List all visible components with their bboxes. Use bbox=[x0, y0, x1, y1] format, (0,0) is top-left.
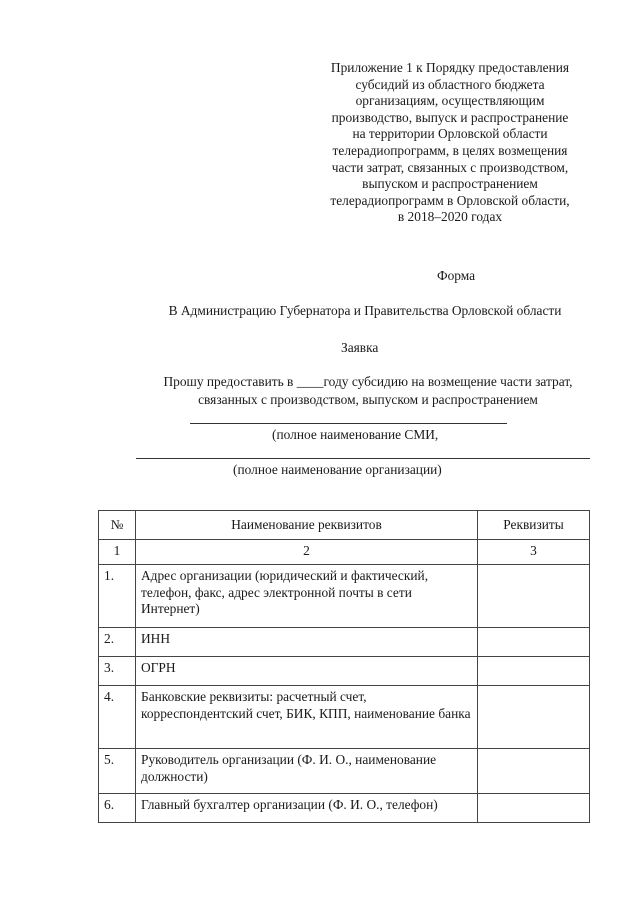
table-row bbox=[99, 657, 590, 686]
column-number-row bbox=[99, 540, 590, 565]
column-number: 1 bbox=[99, 540, 136, 565]
row-number: 1. bbox=[99, 565, 136, 628]
appendix-line: в 2018–2020 годах bbox=[397, 209, 503, 225]
appendix-line: части затрат, связанных с производством, bbox=[331, 159, 569, 175]
row-requisite-value[interactable] bbox=[478, 749, 590, 794]
column-number: 3 bbox=[478, 540, 590, 565]
requisites-table bbox=[98, 510, 590, 823]
row-requisite-value[interactable] bbox=[478, 794, 590, 823]
table-header-row bbox=[99, 511, 590, 540]
column-number: 2 bbox=[136, 540, 478, 565]
row-requisite-name: ИНН bbox=[136, 628, 478, 657]
row-requisite-value[interactable] bbox=[478, 686, 590, 749]
table-row bbox=[99, 628, 590, 657]
header-number: № bbox=[99, 511, 136, 540]
row-number: 3. bbox=[99, 657, 136, 686]
document-title: Заявка bbox=[341, 340, 379, 355]
row-requisite-name: Банковские реквизиты: расчетный счет, корреспондентский счет, БИК, КПП, наименование банка bbox=[136, 686, 478, 749]
row-requisite-name: Главный бухгалтер организации (Ф. И. О., телефон) bbox=[136, 794, 478, 823]
table-row bbox=[99, 749, 590, 794]
appendix-line: телерадиопрограмм, в целях возмещения bbox=[332, 142, 568, 158]
media-name-blank-line bbox=[190, 423, 507, 424]
appendix-line: производство, выпуск и распространение bbox=[331, 109, 569, 125]
header-requisite-value: Реквизиты bbox=[478, 511, 590, 540]
row-requisite-name: Руководитель организации (Ф. И. О., наименование должности) bbox=[136, 749, 478, 794]
table-row bbox=[99, 565, 590, 628]
appendix-line: Приложение 1 к Порядку предоставления bbox=[330, 60, 570, 75]
appendix-line: телерадиопрограмм в Орловской области, bbox=[330, 192, 570, 208]
request-line-1: Прошу предоставить в ____году субсидию на возмещение части затрат, bbox=[163, 374, 573, 389]
row-requisite-name: Адрес организации (юридический и фактический, телефон, факс, адрес электронной почты в сети Интернет) bbox=[136, 565, 478, 628]
row-number: 6. bbox=[99, 794, 136, 823]
row-requisite-value[interactable] bbox=[478, 657, 590, 686]
row-requisite-name: ОГРН bbox=[136, 657, 478, 686]
form-label: Форма bbox=[437, 268, 476, 283]
appendix-header bbox=[300, 60, 600, 226]
table-row bbox=[99, 794, 590, 823]
row-number: 2. bbox=[99, 628, 136, 657]
row-number: 5. bbox=[99, 749, 136, 794]
appendix-line: субсидий из областного бюджета bbox=[355, 76, 545, 92]
addressee: В Администрацию Губернатора и Правительства Орловской области bbox=[168, 303, 562, 318]
media-name-caption: (полное наименование СМИ, bbox=[272, 427, 439, 442]
row-requisite-value[interactable] bbox=[478, 565, 590, 628]
header-requisite-name: Наименование реквизитов bbox=[136, 511, 478, 540]
table-row bbox=[99, 686, 590, 749]
org-name-caption: (полное наименование организации) bbox=[233, 462, 442, 477]
appendix-line: организациям, осуществляющим bbox=[355, 93, 545, 109]
appendix-line: на территории Орловской области bbox=[352, 126, 548, 142]
request-line-2: связанных с производством, выпуском и распространением bbox=[198, 392, 538, 407]
request-text bbox=[138, 373, 598, 409]
org-name-blank-line bbox=[136, 458, 590, 459]
row-requisite-value[interactable] bbox=[478, 628, 590, 657]
row-number: 4. bbox=[99, 686, 136, 749]
appendix-line: выпуском и распространением bbox=[362, 176, 538, 192]
